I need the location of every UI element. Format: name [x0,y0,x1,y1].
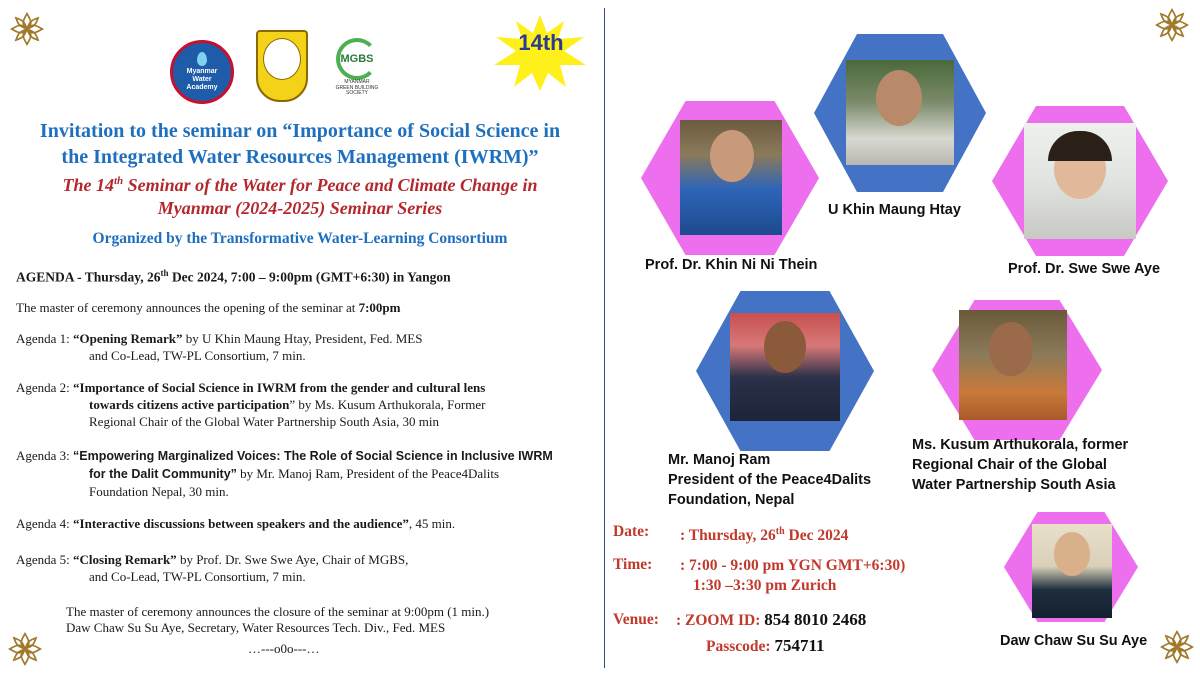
title-text: Seminar of the Water for Peace and Climate Change in [123,175,538,195]
agenda-label: Agenda 2: [16,380,74,395]
speaker-photo-khin-maung-htay [846,60,954,165]
title-line: Myanmar (2024-2025) Seminar Series [157,198,443,218]
agenda-detail: by U Khin Maung Htay, President, Fed. MES [182,331,423,346]
logo-text: Water [192,75,212,83]
passcode-value[interactable]: 754711 [774,636,825,655]
agenda-label: Agenda 3: [16,448,74,463]
logo-text: MYANMAR [344,79,370,85]
agenda-topic: “Interactive discussions between speakers and the audience” [73,516,409,531]
zoom-id-value[interactable]: 854 8010 2468 [764,610,867,629]
date-label: Date: [613,523,650,540]
superscript: th [160,268,169,278]
speaker-photo-swe-swe-aye [1024,123,1136,239]
agenda-item-4 [16,515,455,532]
mc-closing-line: The master of ceremony announces the closure of the seminar at 9:00pm (1 min.) [66,604,490,619]
agenda-detail: , 45 min. [408,516,456,531]
passcode-label: Passcode: [706,638,771,655]
speaker-name-line: Water Partnership South Asia [912,477,1116,493]
seminar-number-badge: 14th [518,30,564,55]
agenda-heading-text: AGENDA - Thursday, 26 [16,269,161,285]
zoom-id [676,610,866,631]
speaker-name-kusum-arthukorala [912,435,1128,495]
center-divider [604,8,605,668]
date-value [680,522,848,546]
time-value [680,556,905,596]
emblem-icon [263,38,301,80]
mc-opening-line [16,299,400,316]
agenda-topic: “Importance of Social Science in IWRM from the gender and cultural lens [73,380,486,395]
agenda-heading [16,268,451,286]
agenda-detail: and Co-Lead, TW-PL Consortium, 7 min. [89,569,306,584]
agenda-label: Agenda 4: [16,516,74,531]
agenda-item-3 [16,447,553,500]
agenda-detail: by Prof. Dr. Swe Swe Aye, Chair of MGBS, [176,552,409,567]
agenda-item-1 [16,330,422,364]
date-text: Dec 2024 [784,527,849,545]
agenda-topic: “Opening Remark” [73,331,183,346]
date-text: : Thursday, 26 [680,527,776,545]
ornament-flower-icon [1155,8,1189,42]
agenda-label: Agenda 5: [16,552,74,567]
time-yangon: : 7:00 - 9:00 pm YGN GMT+6:30) [680,557,906,574]
speaker-name-chaw-su-su-aye: Daw Chaw Su Su Aye [1000,633,1148,649]
speaker-name-line: Regional Chair of the Global [912,457,1107,473]
time-label: Time: [613,556,653,573]
face-shape [876,70,922,126]
agenda-detail: Regional Chair of the Global Water Partnership South Asia, 30 min [89,414,440,429]
ornament-flower-icon [10,12,44,46]
separator: …---o0o---… [248,641,320,656]
speaker-photo-kusum-arthukorala [959,310,1067,420]
agenda-topic: towards citizens active participation [89,397,290,412]
speaker-name-line: President of the Peace4Dalits [668,472,872,488]
agenda-heading-text: Dec 2024, 7:00 – 9:00pm (GMT+6:30) in Yangon [168,269,451,285]
logo-text: GREEN BUILDING [335,84,379,91]
speaker-name-khin-ni-ni-thein: Prof. Dr. Khin Ni Ni Thein [645,257,818,273]
agenda-detail: by Mr. Manoj Ram, President of the Peace4Dalits [236,466,500,481]
text: The master of ceremony announces the opening of the seminar at [16,300,359,315]
face-shape [989,322,1033,376]
hair-shape [1048,131,1112,161]
superscript: th [113,175,124,187]
passcode [706,636,825,657]
speaker-name-manoj-ram [668,450,871,510]
agenda-detail: and Co-Lead, TW-PL Consortium, 7 min. [89,348,306,363]
title-line: Invitation to the seminar on “Importance of Social Science in [39,120,561,142]
logo-text: SOCIETY [346,90,368,96]
face-shape [764,321,806,373]
agenda-item-5 [16,551,408,585]
superscript: th [775,526,785,537]
mc-closing [66,604,489,636]
agenda-detail: ” by Ms. Kusum Arthukorala, Former [289,397,486,412]
speaker-photo-manoj-ram [730,313,840,421]
speaker-photo-khin-ni-ni-thein [680,120,782,235]
venue-label: Venue: [613,611,659,628]
federation-mes-logo [256,30,308,102]
speaker-name-line: Mr. Manoj Ram [668,452,771,468]
speaker-name-line: Foundation, Nepal [668,492,795,508]
agenda-topic: “Closing Remark” [73,552,177,567]
agenda-topic: for the Dalit Community” [89,467,237,481]
agenda-detail: Foundation Nepal, 30 min. [89,484,229,499]
mgbs-logo [328,38,386,100]
logo-text: Academy [186,84,218,92]
agenda-label: Agenda 1: [16,331,74,346]
speaker-photo-chaw-su-su-aye [1032,524,1112,618]
mgbs-ring [336,38,378,80]
speaker-name-khin-maung-htay: U Khin Maung Htay [828,202,961,218]
logo-text: MGBS [340,53,374,65]
title-text: The 14 [62,175,114,195]
time-zurich: 1:30 –3:30 pm Zurich [693,577,837,594]
agenda-item-2 [16,379,485,430]
invitation-title [15,118,585,170]
face-shape [710,130,754,182]
speaker-name-line: Ms. Kusum Arthukorala, former [912,437,1129,453]
organizer-line: Organized by the Transformative Water-Learning Consortium [92,230,508,247]
face-shape [1054,532,1090,576]
mc-closing-line: Daw Chaw Su Su Aye, Secretary, Water Resources Tech. Div., Fed. MES [66,620,446,635]
title-line: the Integrated Water Resources Management (IWRM)” [61,146,539,168]
opening-time: 7:00pm [358,300,401,315]
speaker-name-swe-swe-aye: Prof. Dr. Swe Swe Aye [1008,261,1161,277]
seminar-series-title [15,170,585,220]
water-drop-icon [197,52,207,66]
ornament-flower-icon [1160,630,1194,664]
myanmar-water-academy-logo [170,40,234,104]
agenda-topic: “Empowering Marginalized Voices: The Role of Social Science in Inclusive IWRM [73,449,553,463]
logo-text: Myanmar [186,67,218,75]
zoom-label: : ZOOM ID: [676,612,761,629]
ornament-flower-icon [8,632,42,666]
